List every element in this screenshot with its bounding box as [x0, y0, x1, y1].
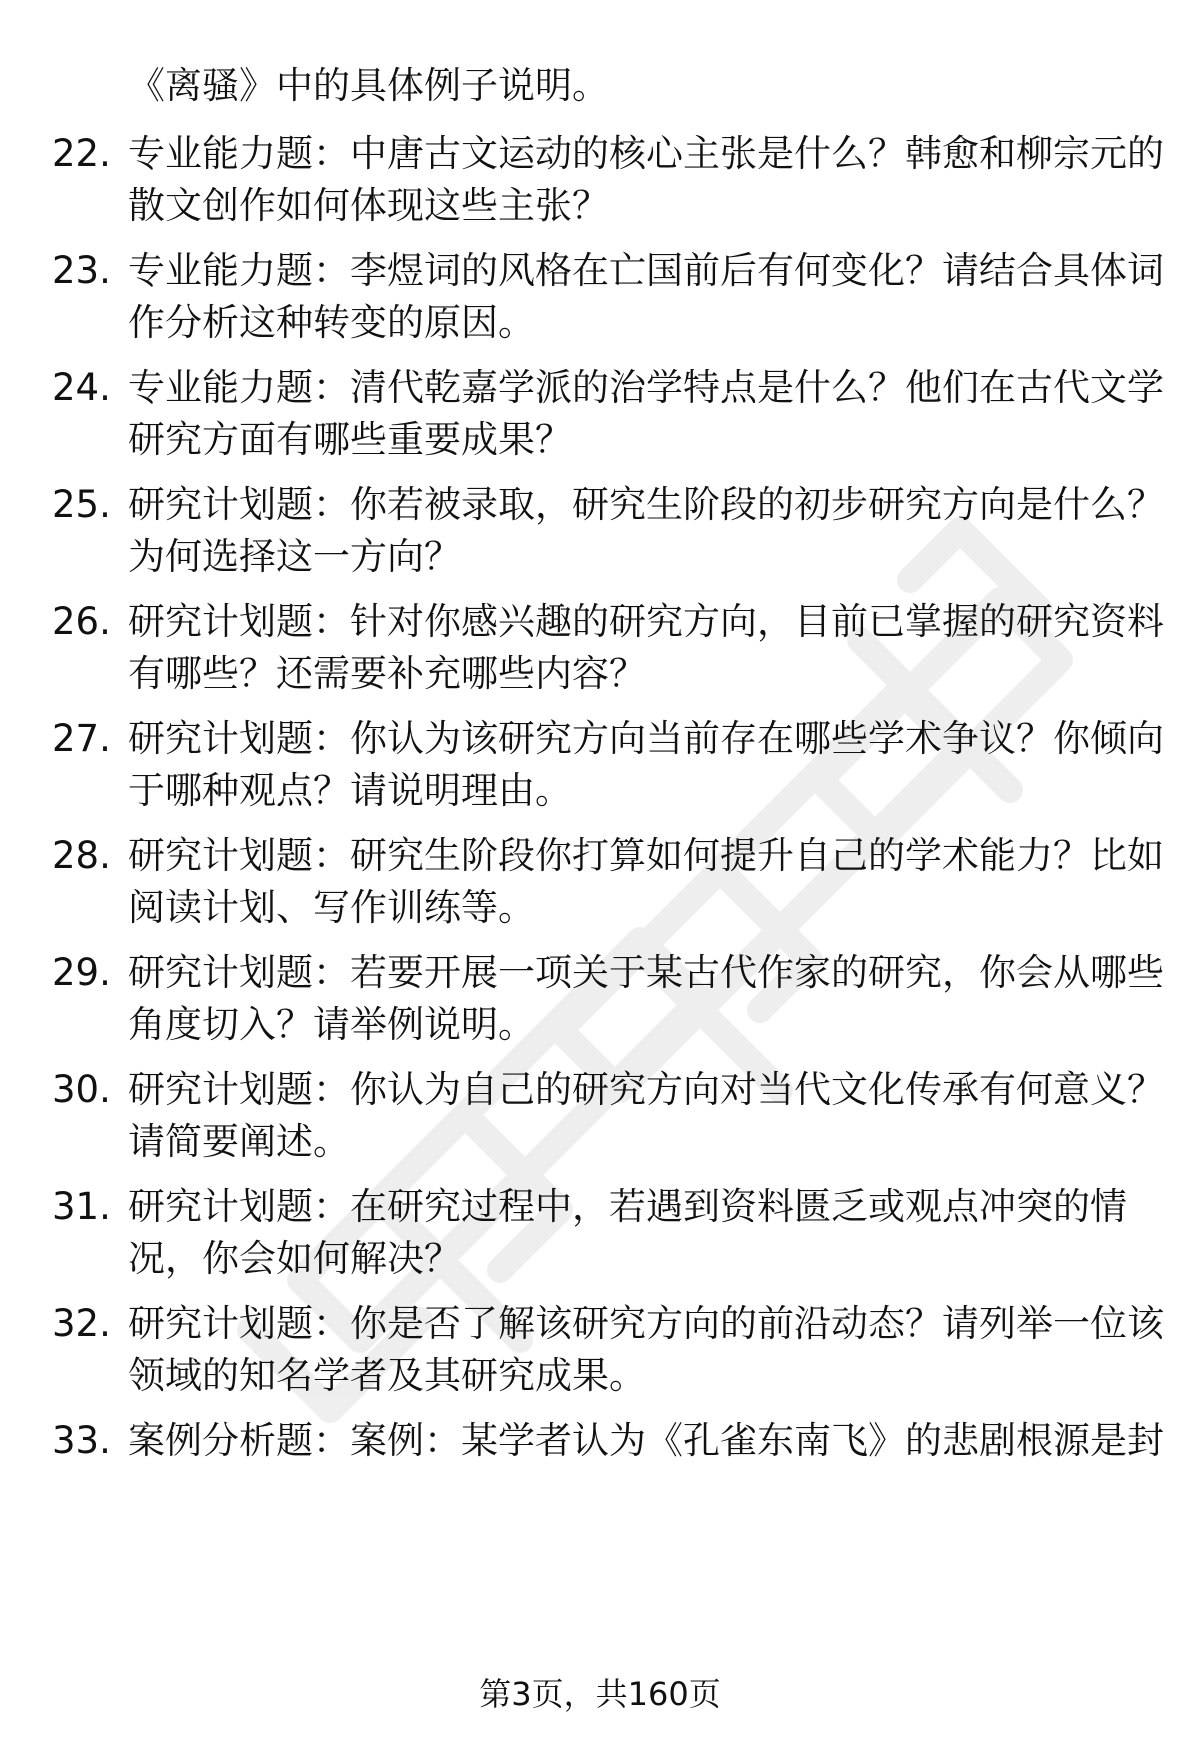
question-number: 25. [52, 483, 111, 526]
question-text-line: 研究计划题：研究生阶段你打算如何提升自己的学术能力？比如 [128, 834, 1164, 877]
question-text-line: 研究计划题：针对你感兴趣的研究方向，目前已掌握的研究资料 [128, 600, 1164, 643]
question-text-line: 研究方面有哪些重要成果？ [128, 418, 572, 461]
question-text-line: 研究计划题：你是否了解该研究方向的前沿动态？请列举一位该 [128, 1302, 1164, 1345]
question-number: 23. [52, 249, 111, 292]
question-text-line: 研究计划题：你认为该研究方向当前存在哪些学术争议？你倾向 [128, 717, 1164, 760]
question-number: 32. [52, 1302, 111, 1345]
question-text-line: 况，你会如何解决？ [128, 1237, 461, 1280]
question-text-line: 研究计划题：你若被录取，研究生阶段的初步研究方向是什么？ [128, 483, 1164, 526]
question-number: 26. [52, 600, 111, 643]
question-number: 22. [52, 132, 111, 175]
question-number: 33. [52, 1419, 111, 1462]
question-text-line: 阅读计划、写作训练等。 [128, 886, 535, 929]
question-text-line: 散文创作如何体现这些主张？ [128, 184, 609, 227]
question-text-line: 研究计划题：在研究过程中，若遇到资料匮乏或观点冲突的情 [128, 1185, 1127, 1228]
question-text-line: 有哪些？还需要补充哪些内容？ [128, 652, 646, 695]
question-number: 27. [52, 717, 111, 760]
page-footer: 第3页，共160页 [479, 1675, 721, 1713]
question-number: 29. [52, 951, 111, 994]
question-text-line: 专业能力题：清代乾嘉学派的治学特点是什么？他们在古代文学 [128, 366, 1164, 409]
question-text-line: 专业能力题：李煜词的风格在亡国前后有何变化？请结合具体词 [128, 249, 1164, 292]
question-number: 24. [52, 366, 111, 409]
question-text-line: 作分析这种转变的原因。 [128, 301, 535, 344]
continued-text: 《离骚》中的具体例子说明。 [128, 64, 609, 107]
question-text-line: 角度切入？请举例说明。 [128, 1003, 535, 1046]
question-text-line: 专业能力题：中唐古文运动的核心主张是什么？韩愈和柳宗元的 [128, 132, 1164, 175]
question-number: 28. [52, 834, 111, 877]
question-number: 30. [52, 1068, 111, 1111]
question-text-line: 案例分析题：案例：某学者认为《孔雀东南飞》的悲剧根源是封 [128, 1419, 1164, 1462]
question-text-line: 为何选择这一方向？ [128, 535, 461, 578]
question-text-line: 研究计划题：若要开展一项关于某古代作家的研究，你会从哪些 [128, 951, 1164, 994]
question-text-line: 领域的知名学者及其研究成果。 [128, 1354, 646, 1397]
question-text-line: 请简要阐述。 [128, 1120, 350, 1163]
question-text-line: 研究计划题：你认为自己的研究方向对当代文化传承有何意义？ [128, 1068, 1164, 1111]
question-text-line: 于哪种观点？请说明理由。 [128, 769, 572, 812]
question-number: 31. [52, 1185, 111, 1228]
